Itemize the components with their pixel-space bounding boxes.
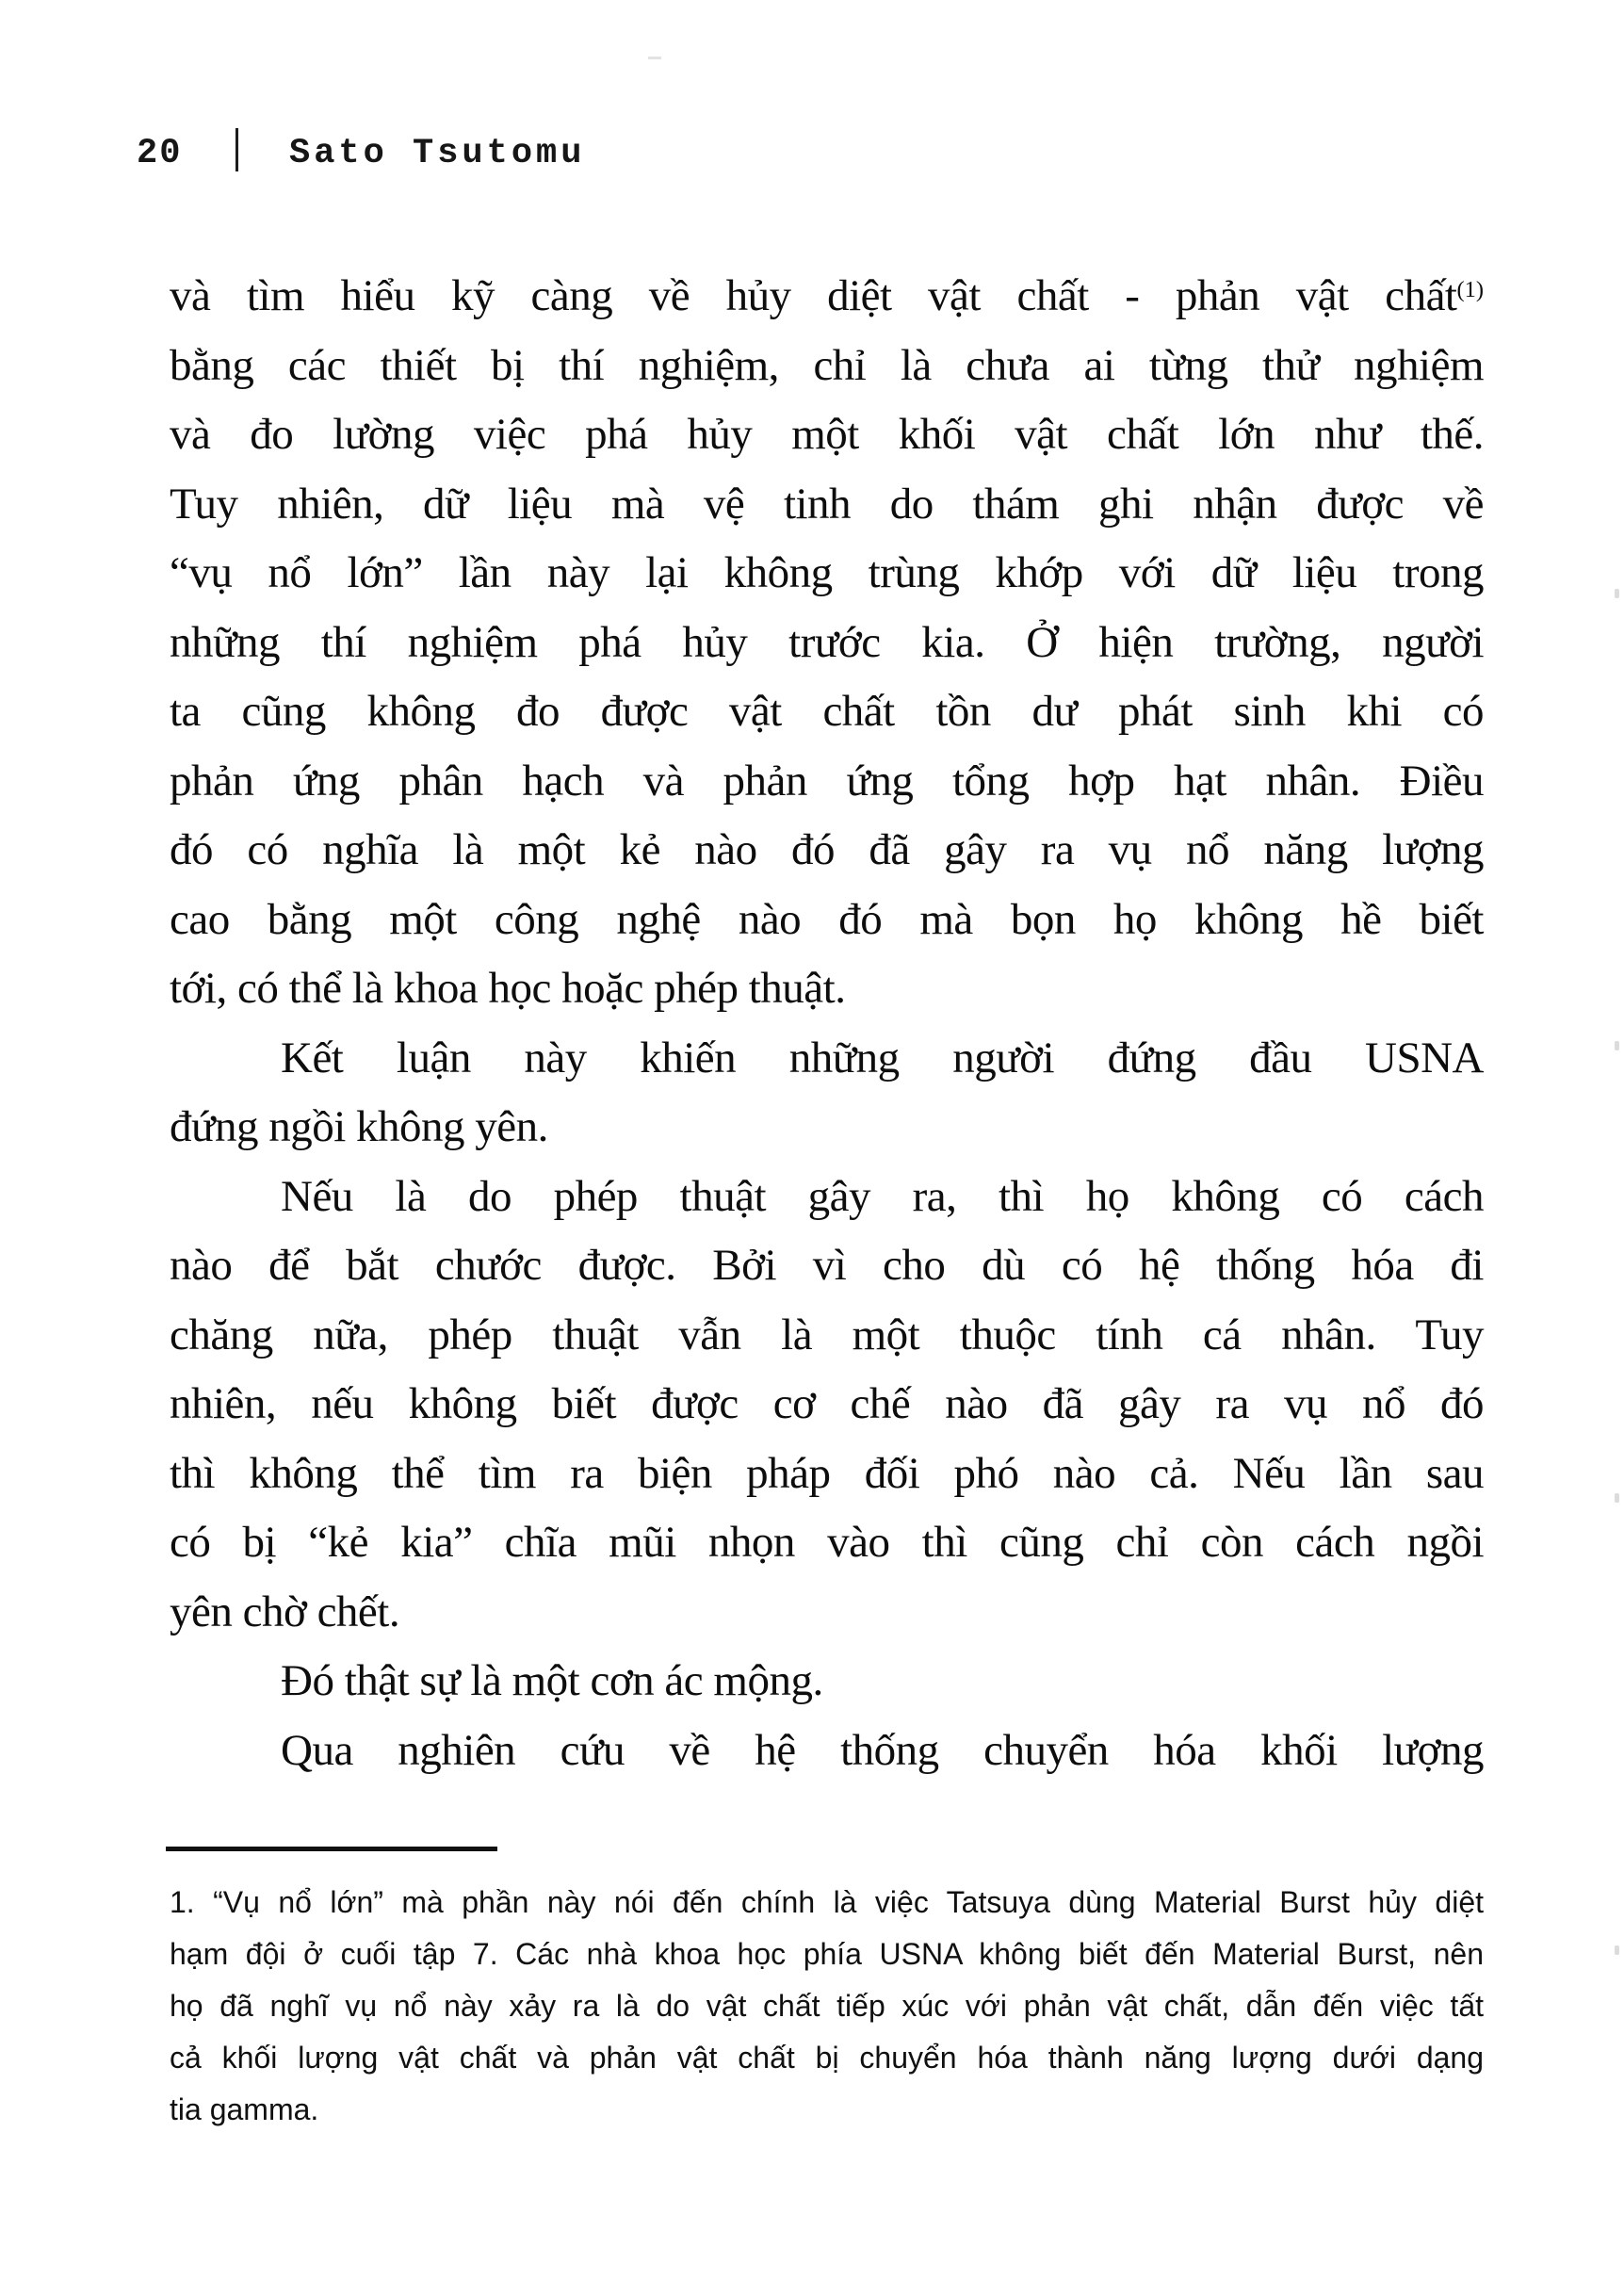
body-line: chăng nữa, phép thuật vẫn là một thuộc tính cá nhân. Tuy [170, 1310, 1484, 1359]
footnote-line: tia gamma. [170, 2092, 319, 2126]
footnote-line: cả khối lượng vật chất và phản vật chất bị chuyển hóa thành năng lượng dưới dạng [170, 2041, 1484, 2075]
body-line: yên chờ chết. [170, 1587, 400, 1636]
body-line: nhiên, nếu không biết được cơ chế nào đã gây ra vụ nổ đó [170, 1379, 1484, 1428]
body-line: và tìm hiểu kỹ càng về hủy diệt vật chất - phản vật chất$^{(1)}$ [170, 271, 1484, 320]
body-line: đứng ngồi không yên. [170, 1102, 548, 1151]
body-line: đó có nghĩa là một kẻ nào đó đã gây ra vụ nổ năng lượng [170, 825, 1484, 874]
body-line: “vụ nổ lớn” lần này lại không trùng khớp với dữ liệu trong [170, 548, 1484, 597]
scan-speck [648, 57, 661, 59]
page-number: 20 [137, 134, 183, 173]
body-line: và đo lường việc phá hủy một khối vật chất lớn như thế. [170, 410, 1484, 459]
scan-artifact [1615, 1945, 1619, 1955]
body-line: Kết luận này khiến những người đứng đầu USNA [281, 1033, 1484, 1082]
body-text [170, 262, 1484, 1785]
body-line: nào để bắt chước được. Bởi vì cho dù có hệ thống hóa đi [170, 1241, 1484, 1290]
header-divider-line [235, 128, 238, 171]
footnote-line: hạm đội ở cuối tập 7. Các nhà khoa học phía USNA không biết đến Material Burst, nên [170, 1937, 1484, 1971]
body-line: ta cũng không đo được vật chất tồn dư phát sinh khi có [170, 687, 1484, 736]
body-line: có bị “kẻ kia” chĩa mũi nhọn vào thì cũng chỉ còn cách ngồi [170, 1518, 1484, 1567]
page-header [0, 130, 1624, 175]
footnote-rule [166, 1847, 497, 1851]
scan-artifact [1615, 1493, 1619, 1503]
body-line: Qua nghiên cứu về hệ thống chuyển hóa khối lượng [281, 1725, 1484, 1775]
body-line: phản ứng phân hạch và phản ứng tổng hợp hạt nhân. Điều [170, 756, 1484, 806]
body-line: Nếu là do phép thuật gây ra, thì họ không có cách [281, 1171, 1484, 1221]
scan-artifact [1615, 1041, 1619, 1050]
author-name: Sato Tsutomu [289, 134, 586, 173]
footnote [170, 1877, 1484, 2136]
scan-artifact [1615, 589, 1619, 598]
body-line: những thí nghiệm phá hủy trước kia. Ở hiện trường, người [170, 617, 1484, 667]
body-line: Đó thật sự là một cơn ác mộng. [281, 1656, 823, 1705]
body-line: Tuy nhiên, dữ liệu mà vệ tinh do thám ghi nhận được về [170, 479, 1484, 529]
footnote-line: 1. “Vụ nổ lớn” mà phần này nói đến chính là việc Tatsuya dùng Material Burst hủy diệt [170, 1885, 1484, 1919]
body-line: cao bằng một công nghệ nào đó mà bọn họ không hề biết [170, 894, 1484, 944]
footnote-line: họ đã nghĩ vụ nổ này xảy ra là do vật chất tiếp xúc với phản vật chất, dẫn đến việc tất [170, 1989, 1484, 2023]
body-line: thì không thể tìm ra biện pháp đối phó nào cả. Nếu lần sau [170, 1448, 1484, 1498]
body-line: tới, có thể là khoa học hoặc phép thuật. [170, 964, 846, 1013]
body-line: bằng các thiết bị thí nghiệm, chỉ là chưa ai từng thử nghiệm [170, 340, 1484, 390]
footnote-ref-marker: (1) [1456, 277, 1484, 302]
